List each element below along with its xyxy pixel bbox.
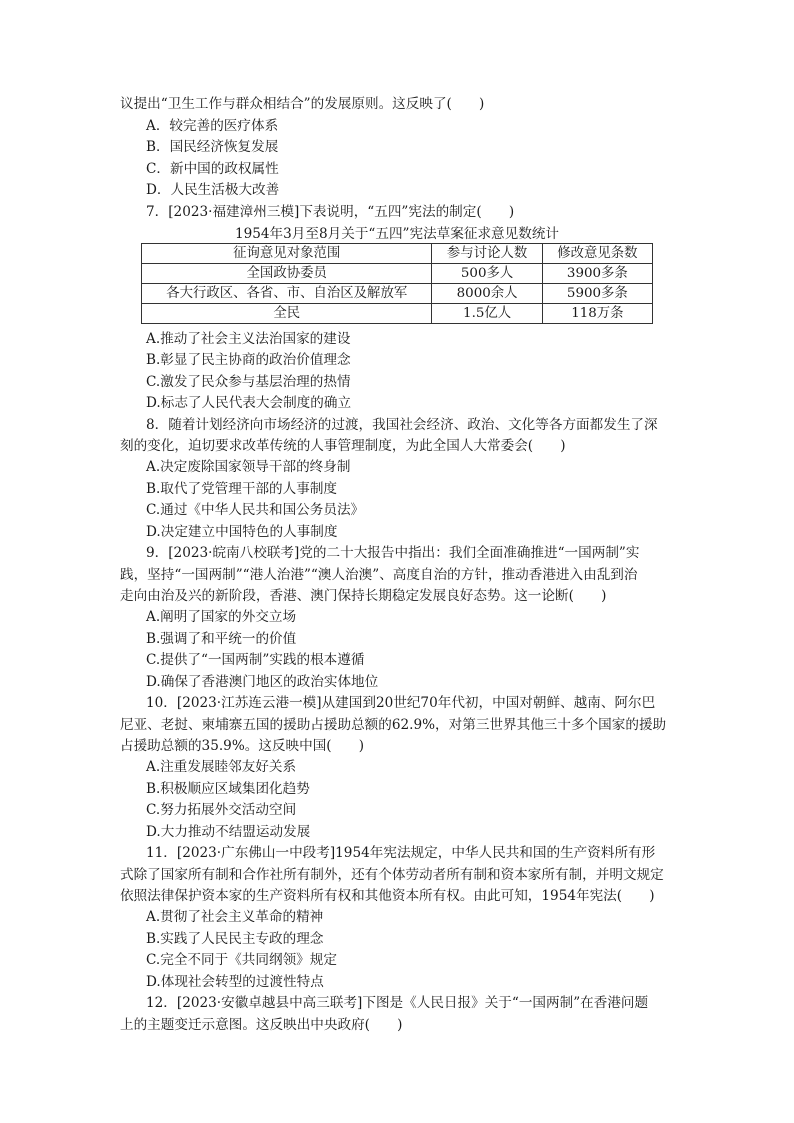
q7-option-a: A.推动了社会主义法治国家的建设 — [146, 331, 351, 347]
q7-stem: 7．[2023·福建漳州三模]下表说明，“五四”宪法的制定( ) — [146, 204, 515, 220]
table-row — [142, 284, 653, 304]
q6-option-d: D．人民生活极大改善 — [146, 182, 280, 198]
q6-option-a: A．较完善的医疗体系 — [146, 118, 279, 134]
table-row — [142, 304, 653, 324]
q11-stem-line-2: 式除了国家所有制和合作社所有制外，还有个体劳动者所有制和资本家所有制，并明文规定 — [120, 867, 664, 883]
table-cell: 500多人 — [432, 264, 542, 284]
q8-option-b: B.取代了党管理干部的人事制度 — [146, 481, 338, 497]
q9-stem-line-3: 走向由治及兴的新阶段，香港、澳门保持长期稳定发展良好态势。这一论断( ) — [120, 588, 607, 604]
table-cell: 1.5亿人 — [432, 304, 542, 324]
table-cell: 8000余人 — [432, 284, 542, 304]
q9-stem-line-2: 践，坚持“一国两制”“港人治港”“澳人治澳”、高度自治的方针，推动香港进入由乱到治 — [120, 567, 638, 583]
q11-option-b: B.实践了人民民主专政的理念 — [146, 931, 324, 947]
q10-stem-line-3: 占援助总额的35.9%。这反映中国( ) — [120, 738, 365, 754]
q11-stem-line-1: 11．[2023·广东佛山一中段考]1954年宪法规定，中华人民共和国的生产资料所有形 — [146, 845, 656, 861]
q8-option-d: D.决定建立中国特色的人事制度 — [146, 524, 338, 540]
table-header-row — [142, 244, 653, 264]
q9-option-b: B.强调了和平统一的价值 — [146, 631, 297, 647]
q9-option-c: C.提供了“一国两制”实践的根本遵循 — [146, 652, 365, 668]
q10-option-c: C.努力拓展外交活动空间 — [146, 802, 297, 818]
table-header-cell: 征询意见对象范围 — [142, 244, 432, 264]
q10-option-d: D.大力推动不结盟运动发展 — [146, 824, 311, 840]
table-cell: 全国政协委员 — [142, 264, 432, 284]
q6-option-b: B．国民经济恢复发展 — [146, 139, 279, 155]
table-cell: 5900多条 — [542, 284, 652, 304]
q12-stem-line-1: 12．[2023·安徽卓越县中高三联考]下图是《人民日报》关于“一国两制”在香港问题 — [146, 995, 649, 1011]
q12-stem-line-2: 上的主题变迁示意图。这反映出中央政府( ) — [120, 1017, 403, 1033]
q10-stem-line-1: 10．[2023·江苏连云港一模]从建国到20世纪70年代初，中国对朝鲜、越南、阿尔巴 — [146, 695, 656, 711]
q10-option-b: B.积极顺应区域集团化趋势 — [146, 781, 310, 797]
q11-option-a: A.贯彻了社会主义革命的精神 — [146, 909, 324, 925]
table-cell: 各大行政区、各省、市、自治区及解放军 — [142, 284, 432, 304]
q9-option-a: A.阐明了国家的外交立场 — [146, 609, 297, 625]
q10-option-a: A.注重发展睦邻友好关系 — [146, 759, 297, 775]
q7-option-d: D.标志了人民代表大会制度的确立 — [146, 395, 352, 411]
q6-stem-continuation: 议提出“卫生工作与群众相结合”的发展原则。这反映了( ) — [120, 96, 485, 112]
table-cell: 全民 — [142, 304, 432, 324]
q8-stem-line-2: 刻的变化，迫切要求改革传统的人事管理制度，为此全国人大常委会( ) — [120, 438, 566, 454]
table-cell: 3900多条 — [542, 264, 652, 284]
q8-option-c: C.通过《中华人民共和国公务员法》 — [146, 502, 365, 518]
q6-option-c: C．新中国的政权属性 — [146, 161, 279, 177]
q7-option-c: C.激发了民众参与基层治理的热情 — [146, 374, 351, 390]
q11-stem-line-3: 依照法律保护资本家的生产资料所有权和其他资本所有权。由此可知，1954年宪法( ) — [120, 888, 655, 904]
q7-option-b: B.彰显了民主协商的政治价值理念 — [146, 352, 351, 368]
q11-option-c: C.完全不同于《共同纲领》规定 — [146, 952, 337, 968]
table-row — [142, 264, 653, 284]
q9-stem-line-1: 9．[2023·皖南八校联考]党的二十大报告中指出：我们全面准确推进“一国两制”实 — [146, 545, 640, 561]
q8-stem-line-1: 8．随着计划经济向市场经济的过渡，我国社会经济、政治、文化等各方面都发生了深 — [146, 417, 658, 433]
q8-option-a: A.决定废除国家领导干部的终身制 — [146, 459, 351, 475]
table-header-cell: 修改意见条数 — [542, 244, 652, 264]
q10-stem-line-2: 尼亚、老挝、柬埔寨五国的援助占援助总额的62.9%，对第三世界其他三十多个国家的援助 — [120, 717, 667, 733]
q7-table-caption: 1954年3月至8月关于“五四”宪法草案征求意见数统计 — [234, 226, 560, 242]
q11-option-d: D.体现社会转型的过渡性特点 — [146, 974, 324, 990]
q7-stats-table — [141, 243, 653, 324]
table-header-cell: 参与讨论人数 — [432, 244, 542, 264]
q9-option-d: D.确保了香港澳门地区的政治实体地位 — [146, 674, 379, 690]
table-cell: 118万条 — [542, 304, 652, 324]
